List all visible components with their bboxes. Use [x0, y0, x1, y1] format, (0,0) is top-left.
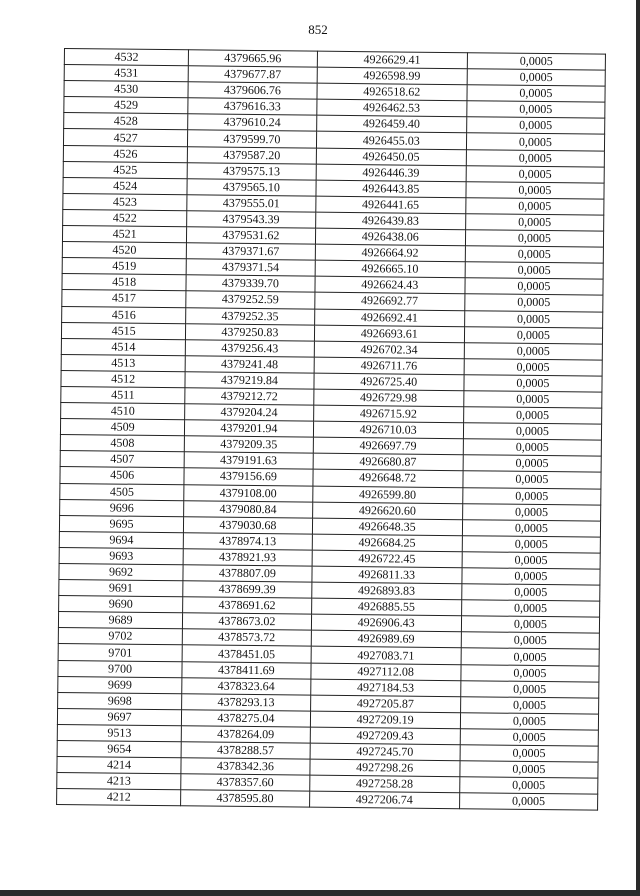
y-coordinate-cell: 4926725.40 [314, 373, 464, 391]
point-id-cell: 4530 [64, 81, 188, 98]
point-id-cell: 4506 [60, 467, 184, 484]
y-coordinate-cell: 4927298.26 [309, 759, 459, 777]
x-coordinate-cell: 4379599.70 [188, 130, 317, 147]
point-id-cell: 4520 [62, 242, 186, 259]
error-value-cell: 0,0005 [460, 729, 598, 747]
point-id-cell: 9693 [59, 547, 183, 564]
point-id-cell: 4514 [61, 338, 185, 355]
coordinates-table [56, 48, 606, 811]
y-coordinate-cell: 4927245.70 [310, 743, 460, 761]
y-coordinate-cell: 4926692.77 [314, 293, 464, 311]
y-coordinate-cell: 4926885.55 [311, 598, 461, 616]
x-coordinate-cell: 4379339.70 [186, 275, 315, 292]
x-coordinate-cell: 4379565.10 [187, 179, 316, 196]
y-coordinate-cell: 4926811.33 [312, 566, 462, 584]
error-value-cell: 0,0005 [466, 198, 604, 216]
point-id-cell: 9700 [58, 660, 182, 677]
error-value-cell: 0,0005 [460, 713, 598, 731]
error-value-cell: 0,0005 [464, 358, 602, 376]
x-coordinate-cell: 4379256.43 [185, 339, 314, 356]
point-id-cell: 4518 [62, 274, 186, 291]
point-id-cell: 4523 [63, 193, 187, 210]
y-coordinate-cell: 4926462.53 [316, 99, 466, 117]
x-coordinate-cell: 4379677.87 [188, 66, 317, 83]
y-coordinate-cell: 4926989.69 [311, 630, 461, 648]
x-coordinate-cell: 4379665.96 [188, 50, 317, 67]
x-coordinate-cell: 4379543.39 [187, 211, 316, 228]
y-coordinate-cell: 4926693.61 [314, 325, 464, 343]
x-coordinate-cell: 4378323.64 [182, 677, 311, 694]
y-coordinate-cell: 4926455.03 [316, 132, 466, 150]
x-coordinate-cell: 4379371.54 [186, 259, 315, 276]
x-coordinate-cell: 4378595.80 [181, 790, 310, 807]
point-id-cell: 9694 [59, 531, 183, 548]
y-coordinate-cell: 4926441.65 [315, 196, 465, 214]
error-value-cell: 0,0005 [464, 310, 602, 328]
error-value-cell: 0,0005 [463, 407, 601, 425]
point-id-cell: 4516 [62, 306, 186, 323]
y-coordinate-cell: 4926664.92 [315, 244, 465, 262]
error-value-cell: 0,0005 [464, 391, 602, 409]
x-coordinate-cell: 4378264.09 [181, 726, 310, 743]
y-coordinate-cell: 4927083.71 [311, 647, 461, 665]
error-value-cell: 0,0005 [466, 133, 604, 151]
y-coordinate-cell: 4926893.83 [311, 582, 461, 600]
point-id-cell: 4509 [60, 419, 184, 436]
point-id-cell: 4511 [61, 386, 185, 403]
x-coordinate-cell: 4379252.35 [186, 307, 315, 324]
point-id-cell: 4519 [62, 258, 186, 275]
x-coordinate-cell: 4379030.68 [184, 516, 313, 533]
point-id-cell: 4508 [60, 435, 184, 452]
point-id-cell: 9695 [59, 515, 183, 532]
y-coordinate-cell: 4926697.79 [313, 437, 463, 455]
error-value-cell: 0,0005 [462, 584, 600, 602]
x-coordinate-cell: 4379201.94 [185, 420, 314, 437]
y-coordinate-cell: 4926729.98 [313, 389, 463, 407]
x-coordinate-cell: 4379241.48 [185, 356, 314, 373]
y-coordinate-cell: 4926599.80 [312, 486, 462, 504]
y-coordinate-cell: 4927112.08 [311, 663, 461, 681]
y-coordinate-cell: 4926711.76 [314, 357, 464, 375]
error-value-cell: 0,0005 [461, 664, 599, 682]
x-coordinate-cell: 4379610.24 [188, 114, 317, 131]
error-value-cell: 0,0005 [463, 471, 601, 489]
x-coordinate-cell: 4379219.84 [185, 372, 314, 389]
x-coordinate-cell: 4378573.72 [182, 629, 311, 646]
point-id-cell: 4510 [61, 403, 185, 420]
x-coordinate-cell: 4378691.62 [183, 597, 312, 614]
point-id-cell: 4529 [64, 97, 188, 114]
x-coordinate-cell: 4378357.60 [181, 774, 310, 791]
error-value-cell: 0,0005 [466, 165, 604, 183]
y-coordinate-cell: 4927205.87 [310, 695, 460, 713]
error-value-cell: 0,0005 [466, 149, 604, 167]
error-value-cell: 0,0005 [465, 214, 603, 232]
point-id-cell: 4531 [64, 65, 188, 82]
point-id-cell: 4515 [61, 322, 185, 339]
y-coordinate-cell: 4926624.43 [315, 276, 465, 294]
point-id-cell: 9696 [60, 499, 184, 516]
error-value-cell: 0,0005 [467, 101, 605, 119]
point-id-cell: 9689 [58, 612, 182, 629]
point-id-cell: 9513 [57, 724, 181, 741]
x-coordinate-cell: 4379204.24 [185, 404, 314, 421]
error-value-cell: 0,0005 [464, 375, 602, 393]
y-coordinate-cell: 4926518.62 [317, 83, 467, 101]
x-coordinate-cell: 4379587.20 [187, 146, 316, 163]
point-id-cell: 4505 [60, 483, 184, 500]
point-id-cell: 4212 [57, 789, 181, 806]
error-value-cell: 0,0005 [465, 262, 603, 280]
y-coordinate-cell: 4926459.40 [316, 116, 466, 134]
y-coordinate-cell: 4926710.03 [313, 421, 463, 439]
point-id-cell: 4522 [63, 209, 187, 226]
point-id-cell: 4517 [62, 290, 186, 307]
error-value-cell: 0,0005 [463, 423, 601, 441]
error-value-cell: 0,0005 [461, 616, 599, 634]
y-coordinate-cell: 4926702.34 [314, 341, 464, 359]
x-coordinate-cell: 4378807.09 [183, 565, 312, 582]
error-value-cell: 0,0005 [462, 503, 600, 521]
y-coordinate-cell: 4927206.74 [309, 791, 459, 809]
x-coordinate-cell: 4378921.93 [183, 549, 312, 566]
error-value-cell: 0,0005 [460, 777, 598, 795]
x-coordinate-cell: 4379108.00 [184, 484, 313, 501]
error-value-cell: 0,0005 [467, 53, 605, 71]
x-coordinate-cell: 4379080.84 [184, 500, 313, 517]
error-value-cell: 0,0005 [467, 85, 605, 103]
y-coordinate-cell: 4927258.28 [309, 775, 459, 793]
x-coordinate-cell: 4379156.69 [184, 468, 313, 485]
error-value-cell: 0,0005 [461, 648, 599, 666]
error-value-cell: 0,0005 [463, 455, 601, 473]
point-id-cell: 9698 [58, 692, 182, 709]
error-value-cell: 0,0005 [463, 487, 601, 505]
x-coordinate-cell: 4378673.02 [183, 613, 312, 630]
page-number: 852 [308, 22, 328, 37]
y-coordinate-cell: 4926648.72 [313, 470, 463, 488]
y-coordinate-cell: 4927209.19 [310, 711, 460, 729]
error-value-cell: 0,0005 [464, 326, 602, 344]
x-coordinate-cell: 4378974.13 [183, 533, 312, 550]
x-coordinate-cell: 4379575.13 [187, 162, 316, 179]
y-coordinate-cell: 4926665.10 [315, 260, 465, 278]
x-coordinate-cell: 4378293.13 [182, 694, 311, 711]
x-coordinate-cell: 4378411.69 [182, 661, 311, 678]
x-coordinate-cell: 4379371.67 [186, 243, 315, 260]
error-value-cell: 0,0005 [465, 246, 603, 264]
error-value-cell: 0,0005 [465, 278, 603, 296]
y-coordinate-cell: 4926684.25 [312, 534, 462, 552]
point-id-cell: 4527 [63, 129, 187, 146]
point-id-cell: 9701 [58, 644, 182, 661]
point-id-cell: 9702 [58, 628, 182, 645]
x-coordinate-cell: 4378288.57 [181, 742, 310, 759]
point-id-cell: 4524 [63, 177, 187, 194]
x-coordinate-cell: 4378275.04 [182, 710, 311, 727]
y-coordinate-cell: 4926680.87 [313, 453, 463, 471]
x-coordinate-cell: 4379616.33 [188, 98, 317, 115]
error-value-cell: 0,0005 [461, 680, 599, 698]
error-value-cell: 0,0005 [463, 439, 601, 457]
point-id-cell: 4532 [64, 49, 188, 66]
x-coordinate-cell: 4378699.39 [183, 581, 312, 598]
y-coordinate-cell: 4926722.45 [312, 550, 462, 568]
x-coordinate-cell: 4379209.35 [184, 436, 313, 453]
point-id-cell: 9699 [58, 676, 182, 693]
error-value-cell: 0,0005 [460, 696, 598, 714]
table-body [57, 49, 606, 811]
error-value-cell: 0,0005 [464, 342, 602, 360]
point-id-cell: 9691 [59, 580, 183, 597]
y-coordinate-cell: 4926620.60 [312, 502, 462, 520]
y-coordinate-cell: 4926598.99 [317, 67, 467, 85]
error-value-cell: 0,0005 [462, 519, 600, 537]
point-id-cell: 4528 [64, 113, 188, 130]
x-coordinate-cell: 4379555.01 [187, 195, 316, 212]
point-id-cell: 4513 [61, 354, 185, 371]
point-id-cell: 4521 [62, 226, 186, 243]
x-coordinate-cell: 4379212.72 [185, 388, 314, 405]
y-coordinate-cell: 4926443.85 [316, 180, 466, 198]
scan-border-bottom [0, 890, 640, 896]
error-value-cell: 0,0005 [466, 117, 604, 135]
point-id-cell: 4525 [63, 161, 187, 178]
y-coordinate-cell: 4926629.41 [317, 51, 467, 69]
point-id-cell: 4512 [61, 370, 185, 387]
x-coordinate-cell: 4379191.63 [184, 452, 313, 469]
point-id-cell: 9654 [57, 740, 181, 757]
x-coordinate-cell: 4379531.62 [187, 227, 316, 244]
error-value-cell: 0,0005 [460, 745, 598, 763]
error-value-cell: 0,0005 [462, 536, 600, 554]
point-id-cell: 9697 [57, 708, 181, 725]
x-coordinate-cell: 4379252.59 [186, 291, 315, 308]
x-coordinate-cell: 4379250.83 [186, 323, 315, 340]
point-id-cell: 4213 [57, 773, 181, 790]
point-id-cell: 9692 [59, 563, 183, 580]
error-value-cell: 0,0005 [459, 793, 597, 811]
y-coordinate-cell: 4926438.06 [315, 228, 465, 246]
y-coordinate-cell: 4926439.83 [315, 212, 465, 230]
y-coordinate-cell: 4926450.05 [316, 148, 466, 166]
x-coordinate-cell: 4378342.36 [181, 758, 310, 775]
point-id-cell: 4214 [57, 757, 181, 774]
error-value-cell: 0,0005 [461, 600, 599, 618]
y-coordinate-cell: 4926692.41 [314, 309, 464, 327]
error-value-cell: 0,0005 [465, 294, 603, 312]
y-coordinate-cell: 4926715.92 [313, 405, 463, 423]
error-value-cell: 0,0005 [462, 552, 600, 570]
x-coordinate-cell: 4378451.05 [182, 645, 311, 662]
error-value-cell: 0,0005 [461, 632, 599, 650]
point-id-cell: 9690 [59, 596, 183, 613]
y-coordinate-cell: 4927184.53 [310, 679, 460, 697]
y-coordinate-cell: 4926648.35 [312, 518, 462, 536]
error-value-cell: 0,0005 [467, 69, 605, 87]
y-coordinate-cell: 4926446.39 [316, 164, 466, 182]
error-value-cell: 0,0005 [465, 230, 603, 248]
point-id-cell: 4507 [60, 451, 184, 468]
scan-border-right [636, 0, 640, 896]
error-value-cell: 0,0005 [466, 181, 604, 199]
error-value-cell: 0,0005 [462, 568, 600, 586]
y-coordinate-cell: 4926906.43 [311, 614, 461, 632]
point-id-cell: 4526 [63, 145, 187, 162]
error-value-cell: 0,0005 [460, 761, 598, 779]
x-coordinate-cell: 4379606.76 [188, 82, 317, 99]
y-coordinate-cell: 4927209.43 [310, 727, 460, 745]
